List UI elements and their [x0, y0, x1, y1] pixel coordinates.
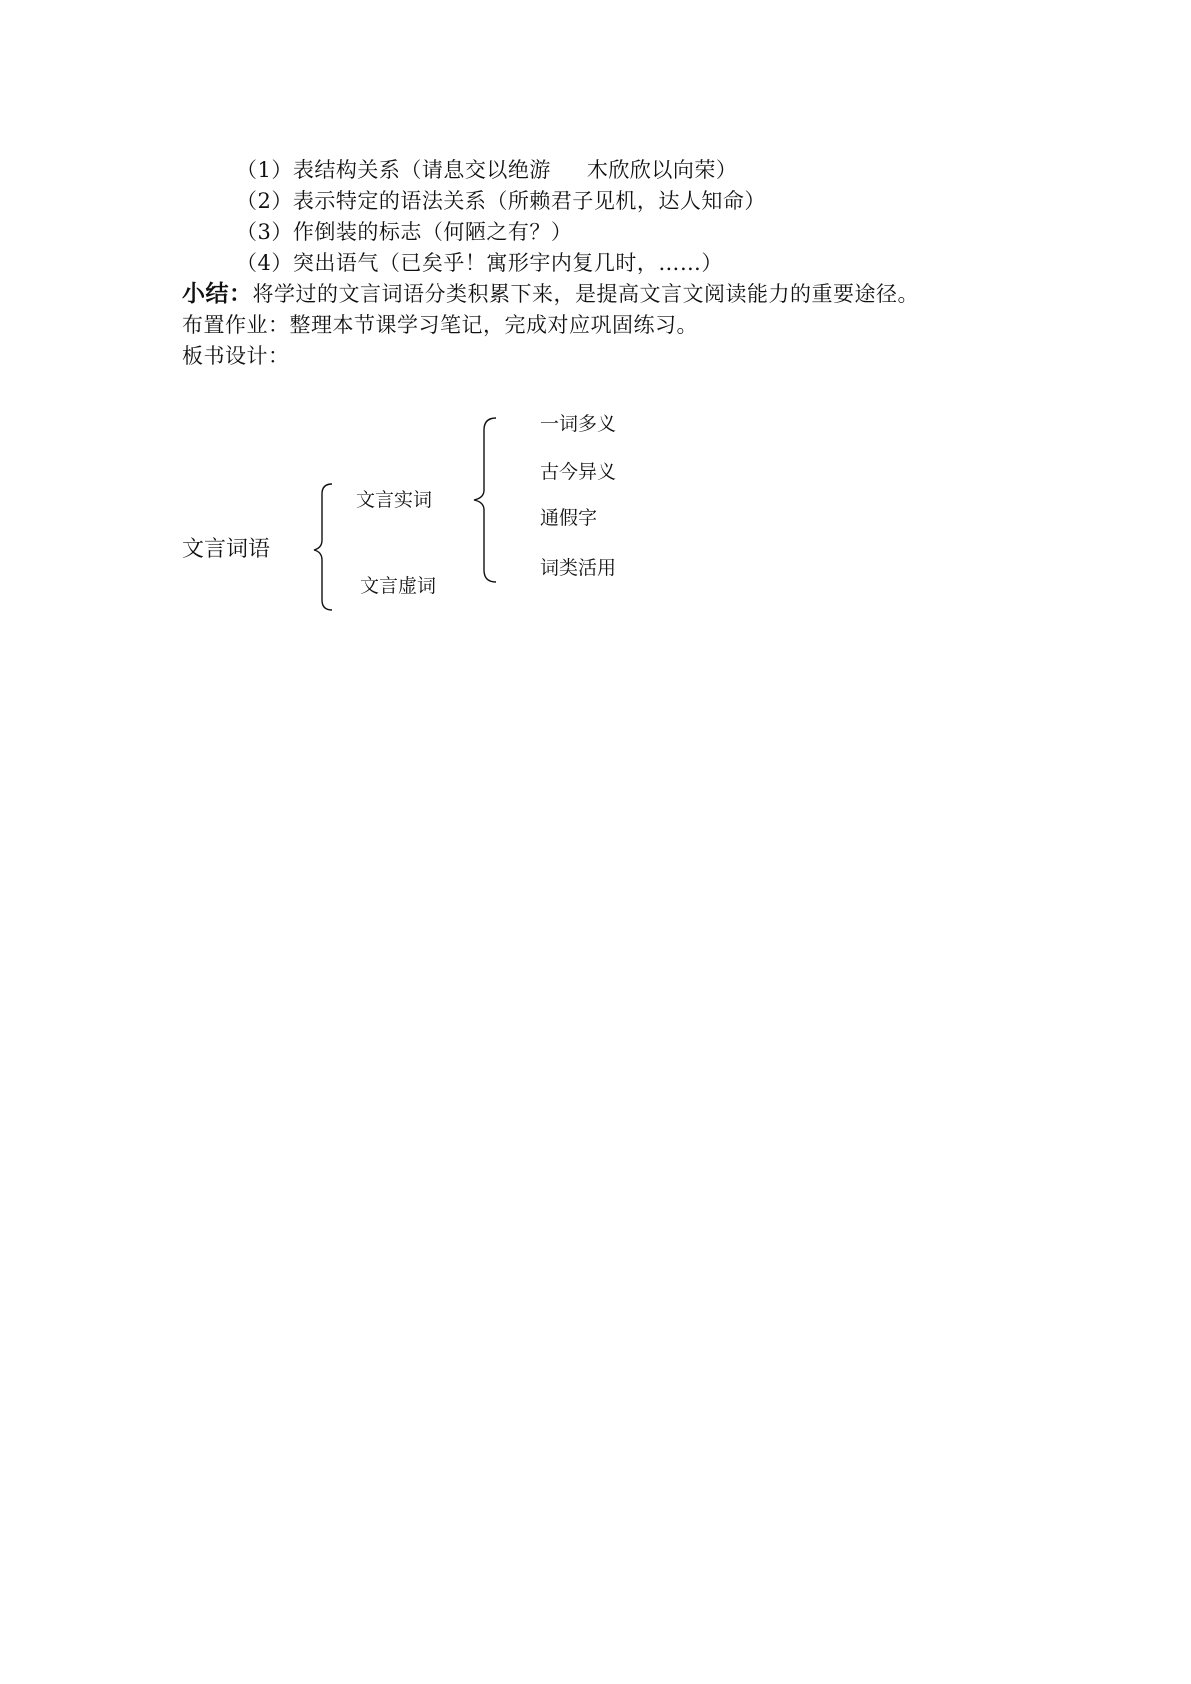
list-item-3 — [236, 218, 572, 246]
diagram-root: 文言词语 — [182, 537, 271, 562]
list-item-2 — [236, 187, 766, 215]
diagram-branch-1: 文言实词 — [356, 489, 433, 511]
diagram-leaf-2: 古今异义 — [540, 461, 617, 483]
diagram-leaf-4: 词类活用 — [540, 557, 617, 579]
diagram-leaf-1: 一词多义 — [540, 413, 617, 435]
list-item-4 — [236, 249, 723, 277]
homework-text: 布置作业：整理本节课学习笔记，完成对应巩固练习。 — [182, 313, 698, 337]
list-item-1 — [236, 156, 737, 184]
homework-paragraph — [182, 311, 698, 339]
list-item-1-tail: 木欣欣以向荣） — [586, 158, 738, 182]
summary-text: 将学过的文言词语分类积累下来，是提高文言文阅读能力的重要途径。 — [252, 282, 919, 306]
summary-label: 小结： — [182, 281, 253, 307]
summary-paragraph — [182, 280, 919, 308]
diagram-leaf-3: 通假字 — [540, 507, 598, 529]
board-design-label — [182, 342, 290, 370]
list-item-2-text: （2）表示特定的语法关系（所赖君子见机，达人知命） — [236, 189, 766, 213]
list-item-1-text: （1）表结构关系（请息交以绝游 — [236, 158, 551, 182]
branch-brace — [474, 418, 496, 582]
diagram-branch-2: 文言虚词 — [360, 575, 437, 597]
root-brace — [314, 484, 332, 610]
list-item-3-text: （3）作倒装的标志（何陋之有？） — [236, 220, 573, 244]
board-design-text: 板书设计： — [182, 344, 290, 368]
list-item-4-text: （4）突出语气（已矣乎！寓形宇内复几时，……） — [236, 251, 723, 275]
